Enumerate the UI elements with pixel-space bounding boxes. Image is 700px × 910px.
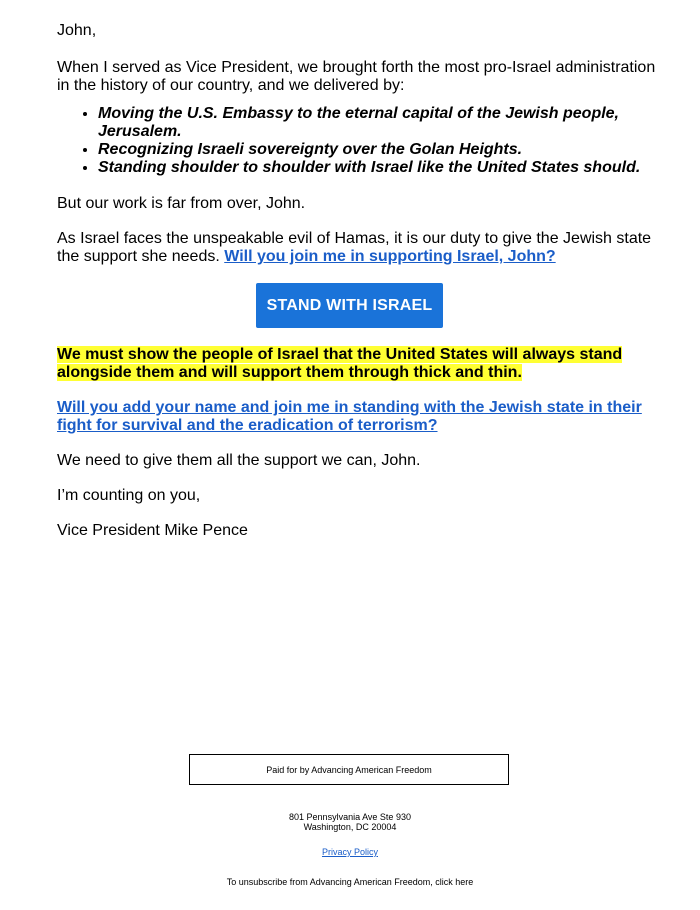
stand-with-israel-button[interactable]: STAND WITH ISRAEL	[256, 283, 444, 328]
accomplishments-list	[57, 105, 657, 177]
paid-for-disclaimer: Paid for by Advancing American Freedom	[189, 754, 509, 785]
list-item: • Moving the U.S. Embassy to the eternal capital of the Jewish people, Jerusalem.	[98, 105, 657, 141]
list-item: • Recognizing Israeli sovereignty over the Golan Heights.	[98, 141, 657, 159]
add-name-paragraph	[57, 399, 657, 435]
signature: Vice President Mike Pence	[57, 522, 248, 539]
privacy-policy-link[interactable]: Privacy Policy	[321, 847, 378, 857]
list-item: • Standing shoulder to shoulder with Israel like the United States should.	[98, 159, 657, 177]
work-paragraph: But our work is far from over, John.	[57, 195, 306, 212]
highlighted-paragraph	[57, 346, 657, 382]
privacy-container	[0, 847, 700, 857]
counting-paragraph: I’m counting on you,	[57, 487, 201, 504]
mailing-address	[0, 812, 700, 832]
hamas-paragraph	[57, 230, 657, 266]
email-body	[57, 22, 657, 557]
intro-paragraph: When I served as Vice President, we brought forth the most pro-Israel administration in the history of our country, and we delivered by:	[57, 59, 656, 94]
support-paragraph: We need to give them all the support we can, John.	[57, 452, 421, 469]
cta-container	[57, 283, 642, 328]
add-name-link[interactable]: Will you add your name and join me in standing with the Jewish state in their fight for survival and the eradication of terrorism?	[57, 399, 642, 434]
address-line: Washington, DC 20004	[303, 822, 397, 832]
address-line: 801 Pennsylvania Ave Ste 930	[289, 812, 411, 822]
hamas-text: As Israel faces the unspeakable evil of Hamas, it is our duty to give the Jewish state the support she needs.	[57, 230, 652, 265]
greeting-text: John,	[57, 22, 97, 39]
join-supporting-israel-link[interactable]: Will you join me in supporting Israel, John?	[224, 248, 556, 265]
highlighted-text: We must show the people of Israel that the United States will always stand alongside them and will support them through thick and thin.	[57, 346, 623, 381]
unsubscribe-text[interactable]: To unsubscribe from Advancing American Freedom, click here	[226, 877, 474, 887]
